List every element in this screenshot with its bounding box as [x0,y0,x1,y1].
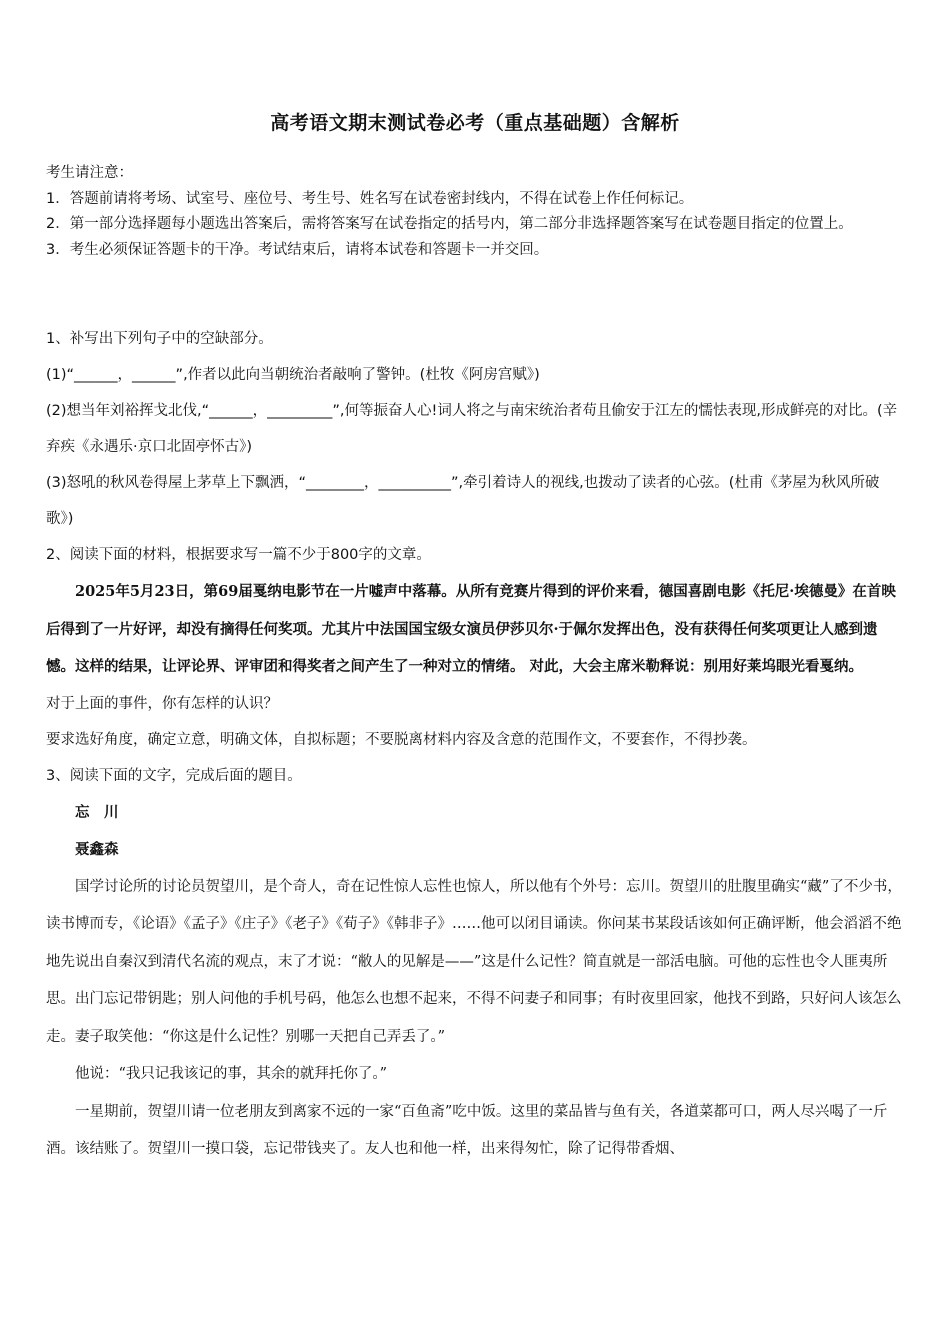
spacer [46,263,904,321]
notice-heading: 考生请注意： [46,165,133,181]
question-1-stem: 1、补写出下列句子中的空缺部分。 [46,331,273,347]
question-3-stem: 3、阅读下面的文字，完成后面的题目。 [46,767,302,784]
story-author: 聂鑫森 [75,841,119,858]
story-paragraph: 一星期前，贺望川请一位老朋友到离家不远的一家“百鱼斋”吃中饭。这里的菜品皆与鱼有关，各道菜都可口，两人尽兴喝了一斤酒。该结账了。贺望川一摸口袋，忘记带钱夹了。友人也和他一样，出来得匆忙，除了记得带香烟、 [46,1103,888,1157]
story-title: 忘 川 [75,803,119,821]
question-1-item: (3)怒吼的秋风卷得屋上茅草上下飘洒，“________，__________”,牵引着诗人的视线,也拨动了读者的心弦。(杜甫《茅屋为秋风所破歌》) [46,475,880,527]
notice-item: 2．第一部分选择题每小题选出答案后，需将答案写在试卷指定的括号内，第二部分非选择题答案写在试卷题目指定的位置上。 [46,216,853,232]
story-paragraph: 国学讨论所的讨论员贺望川，是个奇人，奇在记性惊人忘性也惊人，所以他有个外号：忘川。贺望川的肚腹里确实“藏”了不少书，读书博而专，《论语》《孟子》《庄子》《老子》《荀子》《韩非子》……他可以闭目诵读。你问某书某段话该如何正确评断，他会滔滔不绝地先说出自秦汉到清代名流的观点，末了才说：“敝人的见解是——”这是什么记性？简直就是一部活电脑。可他的忘性也令人匪夷所思。出门忘记带钥匙；别人问他的手机号码，他怎么也想不起来，不得不问妻子和同事；有时夜里回家，他找不到路，只好问人该怎么走。妻子取笑他：“你这是什么记性？别哪一天把自己弄丢了。” [46,878,902,1045]
question-3 [46,758,904,1169]
question-2-question: 对于上面的事件，你有怎样的认识？ [46,695,278,712]
question-2-stem: 2、阅读下面的材料，根据要求写一篇不少于800字的文章。 [46,547,431,563]
question-2-material: 2025年5月23日，第69届戛纳电影节在一片嘘声中落幕。从所有竞赛片得到的评价来看，德国喜剧电影《托尼·埃德曼》在首映后得到了一片好评，却没有摘得任何奖项。尤其片中法国国宝级女演员伊莎贝尔·于佩尔发挥出色，没有获得任何奖项更让人感到遗憾。这样的结果，让评论界、评审团和得奖者之间产生了一种对立的情绪。 对此，大会主席米勒释说：别用好莱坞眼光看戛纳。 [46,583,896,675]
question-1-item: (1)“______，______”,作者以此向当朝统治者敲响了警钟。(杜牧《阿房宫赋》) [46,367,540,383]
notice-item: 3．考生必须保证答题卡的干净。考试结束后，请将本试卷和答题卡一并交回。 [46,241,549,258]
exam-notice [46,161,904,263]
notice-item: 1．答题前请将考场、试室号、座位号、考生号、姓名写在试卷密封线内，不得在试卷上作任何标记。 [46,190,694,207]
question-2-requirement: 要求选好角度，确定立意，明确文体，自拟标题；不要脱离材料内容及含意的范围作文，不要套作，不得抄袭。 [46,731,757,748]
question-2 [46,537,904,758]
question-1 [46,321,904,537]
question-1-item: (2)想当年刘裕挥戈北伐,“______，_________”,何等振奋人心!词人将之与南宋统治者苟且偷安于江左的懦怯表现,形成鲜亮的对比。(辛弃疾《永遇乐·京口北固亭怀古》) [46,403,898,455]
story-paragraph: 他说：“我只记我该记的事，其余的就拜托你了。” [75,1066,388,1082]
page-title: 高考语文期末测试卷必考（重点基础题）含解析 [270,112,680,134]
